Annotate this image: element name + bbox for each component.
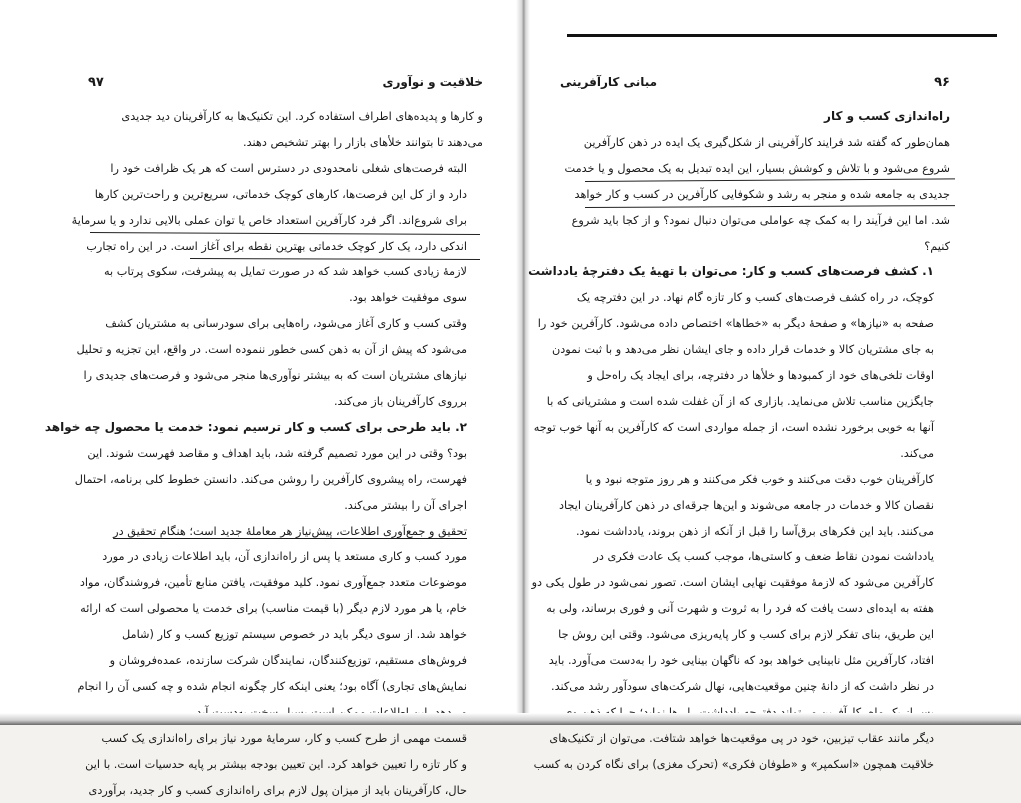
text-line: حال، کارآفرینان باید از میزان پول لازم برای راه‌اندازی کسب و کار جدید، برآوردی <box>88 783 467 797</box>
text-line: اوقات تلخی‌های خود از کمبودها و خلأها در دفترچه، برای ایجاد یک راه‌حل و <box>587 369 934 383</box>
left-paragraph-4 <box>44 415 483 519</box>
text-line: شد. اما این فرآیند را به کمک چه عواملی می‌توان دنبال نمود؟ و از کجا باید شروع <box>571 213 950 227</box>
text-line: البته فرصت‌های شغلی نامحدودی در دسترس است که هر یک ظرافت خود را <box>110 161 467 175</box>
underlined-line: تحقیق و جمع‌آوری اطلاعات، پیش‌نیاز هر معاملهٔ جدید است؛ هنگام تحقیق در <box>113 524 467 538</box>
text-line: کنیم؟ <box>924 239 950 253</box>
text-line: فهرست، راه پیشروی کارآفرین را روشن می‌کند. دانستن خطوط کلی برنامه، احتمال <box>74 472 467 486</box>
text-line: بود؟ وقتی در این مورد تصمیم گرفته شد، باید اهداف و مقاصد فهرست شوند. این <box>87 446 467 460</box>
text-line: مورد کسب و کاری مستعد یا پس از راه‌اندازی آن، باید اطلاعات زیادی در مورد <box>102 550 467 564</box>
text-line: فروش‌های مستقیم، توزیع‌کنندگان، نمایندگان شرکت سازنده، عمده‌فروشان و <box>109 654 467 668</box>
text-line: موضوعات متعدد جمع‌آوری نمود. کلید موفقیت، یافتن منابع تأمین، فروشندگان، مواد <box>79 576 467 590</box>
right-paragraph-2 <box>528 259 950 466</box>
text-line: کارآفرینان خوب دقت می‌کنند و خوب فکر می‌کنند و هر روز متوجه نبود و یا <box>585 472 934 486</box>
text-line: جدیدی به جامعه شده و منجر به رشد و شکوفایی کارآفرین در کسب و کار خواهد <box>574 187 950 201</box>
text-line: برای شروع‌اند. اگر فرد کارآفرین استعداد خاص یا توان عملی بالایی ندارد و یا سرمایهٔ <box>71 213 467 227</box>
left-running-head <box>88 70 483 92</box>
text-line: قسمت مهمی از طرح کسب و کار، سرمایهٔ مورد نیاز برای راه‌اندازی یک کسب <box>101 731 467 745</box>
text-line: به جای مشتریان کالا و خدمات قرار داده و جای ایشان نظر می‌دهد و با ثبت نمودن <box>551 343 934 357</box>
text-line: لازمهٔ زیادی کسب خواهد شد که در صورت تمایل به پیشرفت، سکوی پرتاب به <box>103 265 467 279</box>
book-gutter <box>516 0 530 725</box>
section-heading-line: ۱. کشف فرصت‌های کسب و کار: می‌توان با تهیهٔ یک دفترچهٔ یادداشت <box>528 264 934 279</box>
text-line: نیازهای مشتریان است که به بیشتر نوآوری‌ها منجر می‌شود و فرصت‌های جدیدی را <box>83 369 467 383</box>
text-line: کوچک، در راه کشف فرصت‌های کسب و کار تازه گام نهاد. در این دفترچه یک <box>576 291 934 305</box>
text-line: کارآفرین می‌شود که لازمهٔ موفقیت نهایی ایشان است. تصور نمی‌شود در طول یکی دو <box>531 576 934 590</box>
text-line: و کارها و پدیده‌های اطراف استفاده کرد. این تکنیک‌ها به کارآفرینان دید جدیدی <box>121 110 483 123</box>
text-line: صفحه به «نیازها» و صفحهٔ دیگر به «خطاها» اختصاص داده می‌شود. کارآفرین خود را <box>537 317 934 331</box>
text-line: آنها به خوبی برخورد نشده است، از جمله مواردی است که کارآفرین به آنها خوب توجه <box>533 420 934 434</box>
text-line: خلاقیت همچون «اسکمپر» و «طوفان فکری» (تحرک مغزی) برای نگاه کردن به کسب <box>533 757 934 771</box>
right-page <box>528 70 950 778</box>
text-line: و کار تازه را تعیین خواهد کرد. این تعیین بودجه بیشتر بر پایه حدسیات است. با این <box>85 757 467 771</box>
right-paragraph-1 <box>560 130 950 260</box>
text-line: می‌کند. <box>900 446 934 460</box>
text-line: وقتی کسب و کاری آغاز می‌شود، راه‌هایی برای سودرسانی به مشتریان کشف <box>105 317 467 331</box>
right-page-number: ۹۶ <box>934 75 950 90</box>
left-paragraph-6 <box>85 726 483 803</box>
section-title: راه‌اندازی کسب و کار <box>824 109 950 123</box>
left-running-title: خلاقیت و نوآوری <box>382 75 483 89</box>
text-line: هفته به ایده‌ای دست یافت که فرد را به ثروت و شهرت آنی و فوری برساند، ولی به <box>546 602 934 616</box>
text-line: نقصان کالا و خدمات در جامعه می‌شوند و این‌ها جرقه‌ای در ذهن کارآفرینان ایجاد <box>559 498 934 512</box>
left-page <box>44 70 483 803</box>
text-line: سوی موفقیت خواهد بود. <box>349 291 467 305</box>
text-line: دارد و از کل این فرصت‌ها، کارهای کوچک خدماتی، سریع‌ترین و راحت‌ترین کارها <box>94 187 467 201</box>
right-paragraph-4 <box>531 544 950 777</box>
text-line: خام، یا هر مورد لازم دیگر (با قیمت مناسب) برای خدمت یا محصولی است که ارائه <box>80 602 467 616</box>
text-line: این طریق، بنای تفکر لازم برای کسب و کار پایه‌ریزی می‌شود. وقتی این روش جا <box>558 628 934 642</box>
left-paragraph-1 <box>88 104 483 156</box>
text-line: در نظر داشت که از دانهٔ چنین موقعیت‌هایی، نهال شرکت‌های سودآور رشد می‌کند. <box>550 679 934 693</box>
text-line: همان‌طور که گفته شد فرایند کارآفرینی از شکل‌گیری یک ایده در ذهن کارآفرین <box>583 135 950 149</box>
left-paragraph-5 <box>77 519 483 726</box>
text-line: جایگزین مناسب تلاش می‌نماید. بازاری که از آن غفلت شده است و مشتریانی که با <box>546 394 934 408</box>
text-line: خواهد شد. از سوی دیگر باید در خصوص سیستم توزیع کسب و کار (شامل <box>122 628 467 642</box>
text-line: دیگر مانند عقاب تیزبین، خود در پی موقعیت‌ها خواهد شتافت. می‌توان از تکنیک‌های <box>549 731 934 745</box>
left-page-number: ۹۷ <box>88 75 104 90</box>
text-line: شروع می‌شود و با تلاش و کوشش بسیار، این ایده تبدیل به یک محصول و یا خدمت <box>564 161 950 175</box>
text-line: می‌شود که پیش از آن به ذهن کسی خطور ننموده است. در واقع، این تجزیه و تحلیل <box>76 343 467 357</box>
text-line: نمایش‌های تجاری) آگاه بود؛ یعنی اینکه کار چگونه انجام شده و چه کسی آن را انجام <box>77 679 467 693</box>
top-edge-rule <box>567 34 997 37</box>
right-section-title-wrap <box>560 104 950 130</box>
text-line: یادداشت نمودن نقاط ضعف و کاستی‌ها، موجب کسب یک عادت فکری در <box>593 550 934 564</box>
text-line: برروی کارآفرینان باز می‌کند. <box>333 394 467 408</box>
text-line: افتاد، کارآفرین مثل نابینایی خواهد بود که ناگهان بینایی خود را به‌دست می‌آورد. باید <box>548 654 934 668</box>
text-line: اجرای آن را بیشتر می‌کند. <box>344 498 467 512</box>
left-paragraph-3 <box>76 311 483 415</box>
right-paragraph-3 <box>560 467 950 545</box>
text-line: می‌دهند تا بتوانند خلأهای بازار را بهتر تشخیص دهند. <box>243 135 483 149</box>
right-running-head <box>560 70 950 92</box>
text-line: اندکی دارد، یک کار کوچک خدماتی بهترین نقطه برای آغاز است. در این راه تجارب <box>86 239 467 253</box>
right-running-title: مبانی کارآفرینی <box>560 75 658 89</box>
text-line: می‌کنند. باید این فکرهای برق‌آسا را قبل از آنکه از ذهن بروند، یادداشت نمود. <box>575 524 934 538</box>
page-bottom-edge <box>0 713 1021 725</box>
section-heading-line: ۲. باید طرحی برای کسب و کار ترسیم نمود: خدمت یا محصول چه خواهد <box>44 419 467 434</box>
